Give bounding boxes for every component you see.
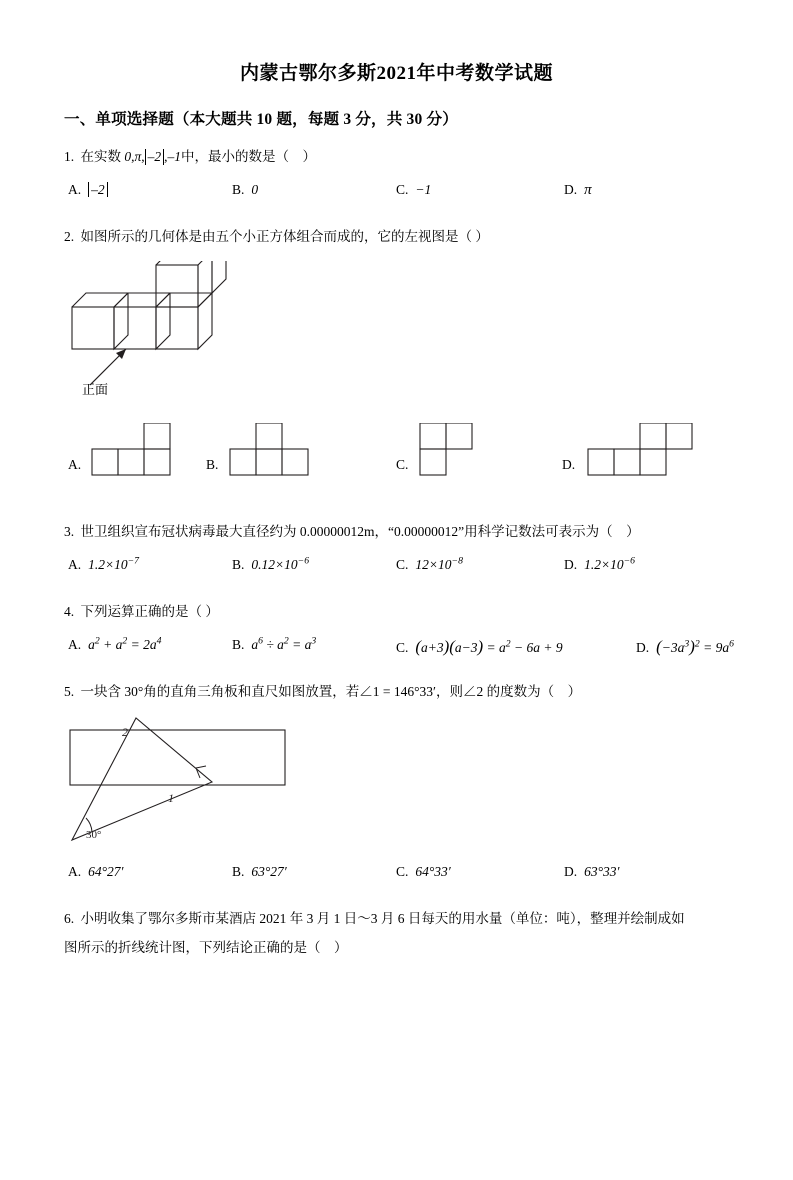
question-2-figure: [64, 261, 364, 401]
option-3-C[interactable]: C. $12\times 10^{-8}$: [396, 555, 463, 572]
question-5-number: 5.: [64, 683, 75, 699]
section-heading: 一、单项选择题（本大题共 10 题，每题 3 分，共 30 分）: [64, 111, 458, 128]
question-5-options: [64, 864, 732, 886]
question-5-text: 一块含 30°角的直角三角板和直尺如图放置，若∠1 = 146°33′，则∠2 的度数为（ ）: [80, 683, 582, 699]
option-5-D[interactable]: D. 63°33′: [564, 863, 620, 879]
question-6-stem-line2: [64, 937, 732, 960]
question-1-text: 在实数 0,π, –2 ,–1中，最小的数是（ ）: [80, 149, 317, 164]
option-5-B[interactable]: B. 63°27′: [232, 863, 287, 879]
question-3-text: 世卫组织宣布冠状病毒最大直径约为 0.00000012m，“0.00000012”用科学记数法可表示为（ ）: [80, 523, 640, 539]
question-6-text-line2: 图所示的折线统计图，下列结论正确的是（ ）: [64, 939, 348, 955]
svg-text:1: 1: [168, 790, 174, 805]
option-4-D[interactable]: D. $(-3a^3)^2 = 9a^6$: [636, 636, 734, 656]
question-6-text-line1: 小明收集了鄂尔多斯市某酒店 2021 年 3 月 1 日～3 月 6 日每天的用水量（单位：吨），整理并绘制成如: [80, 910, 685, 926]
option-3-D[interactable]: D. $1.2\times 10^{-6}$: [564, 555, 636, 572]
option-2-B-label[interactable]: B.: [206, 456, 219, 472]
question-5-figure: [64, 710, 664, 860]
question-1-options: [64, 182, 732, 204]
exam-page: [0, 58, 793, 1180]
option-4-B[interactable]: B. $a^6 \div a^2 = a^3$: [232, 635, 317, 652]
question-3-options: [64, 557, 732, 579]
question-2-text: 如图所示的几何体是由五个小正方体组合而成的，它的左视图是（ ）: [80, 228, 489, 244]
question-2-options: [64, 423, 732, 489]
question-5-stem: [64, 681, 732, 704]
option-4-A[interactable]: A. $a^2 + a^2 = 2a^4$: [68, 635, 162, 652]
option-4-C[interactable]: C. $(a+3)(a-3) = a^2 - 6a + 9$: [396, 636, 563, 656]
question-1-stem: [64, 146, 732, 169]
option-1-D[interactable]: D. π: [564, 181, 592, 198]
option-2-D-label[interactable]: D.: [562, 456, 576, 472]
question-3-number: 3.: [64, 523, 75, 539]
option-1-B[interactable]: B. 0: [232, 181, 259, 197]
option-2-A-label[interactable]: A.: [68, 456, 82, 472]
question-6-number: 6.: [64, 910, 75, 926]
option-5-A[interactable]: A. 64°27′: [68, 863, 124, 879]
question-2-stem: [64, 226, 732, 249]
svg-text:30°: 30°: [86, 828, 102, 841]
figure-label-front: 正面: [82, 381, 109, 397]
option-1-C[interactable]: C. −1: [396, 181, 432, 197]
question-3-stem: [64, 521, 732, 544]
question-1-number: 1.: [64, 149, 75, 164]
question-4-options: [64, 637, 732, 659]
option-3-B[interactable]: B. $0.12\times 10^{-6}$: [232, 555, 310, 572]
option-1-A[interactable]: A. –2: [68, 182, 108, 198]
svg-text:2: 2: [122, 724, 128, 739]
question-2-number: 2.: [64, 228, 75, 244]
page-title: 内蒙古鄂尔多斯2021年中考数学试题: [239, 63, 553, 84]
option-5-C[interactable]: C. 64°33′: [396, 863, 451, 879]
option-2-C-label[interactable]: C.: [396, 456, 409, 472]
question-4-stem: [64, 601, 732, 624]
question-4-number: 4.: [64, 603, 75, 619]
question-6-stem: [64, 908, 732, 931]
question-4-text: 下列运算正确的是（ ）: [80, 603, 219, 619]
option-3-A[interactable]: A. $1.2\times 10^{-7}$: [68, 555, 140, 572]
